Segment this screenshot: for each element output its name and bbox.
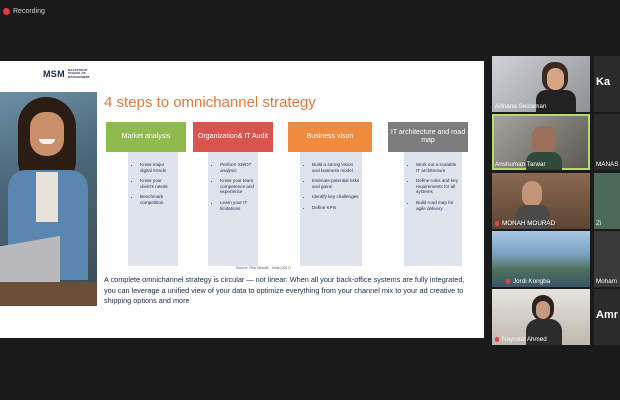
- step-item: • Know your client's needs: [140, 178, 176, 189]
- recording-indicator: [0, 4, 45, 18]
- mic-muted-icon: [495, 221, 499, 226]
- step-heading: IT architecture and road map: [388, 122, 468, 152]
- participant-tile-partial[interactable]: Moham: [594, 231, 620, 287]
- participant-tile[interactable]: [492, 173, 590, 229]
- participant-tile-partial[interactable]: Ka: [594, 56, 620, 112]
- logo-mark: MSM: [43, 69, 65, 80]
- step-heading: Business vison: [288, 122, 372, 152]
- slide-credit: Source: Piotr Wrzolik , Unity (2017): [236, 266, 291, 270]
- step-column-organization-it-audit: [193, 122, 273, 211]
- woman-with-laptop-photo: [0, 92, 97, 306]
- participant-name: MONAH MOURAD: [495, 220, 555, 227]
- recording-label: Recording: [13, 7, 45, 15]
- participant-tile-active-speaker[interactable]: [492, 114, 590, 170]
- step-item: • Define KPIs: [312, 205, 360, 211]
- step-item: • Identify key challenges: [312, 194, 360, 200]
- logo-line: MAASTRICHT: [67, 68, 88, 72]
- step-heading: Organization& IT Audit: [193, 122, 273, 152]
- step-body: [208, 148, 258, 266]
- participant-name: Jordi Kongba: [506, 278, 550, 285]
- step-body: [128, 148, 178, 266]
- step-column-it-architecture: [388, 122, 468, 211]
- mic-muted-icon: [495, 337, 499, 342]
- slide-title: 4 steps to omnichannel strategy: [104, 94, 316, 111]
- step-item: • Benchmark competition: [140, 194, 176, 205]
- slide-caption: A complete omnichannel strategy is circular — not linear: When all your back-office systems are fully integrated, you can leverage a unified view of your data to optimize everything from your channel mix to your ad creative to shipping options and more: [104, 275, 465, 305]
- participant-name: Adriana Seclaman: [495, 103, 547, 110]
- participant-tile-partial[interactable]: MANAS: [594, 114, 620, 170]
- step-body: [404, 148, 462, 266]
- step-item: • Work out a scalable IT architecture: [416, 162, 460, 173]
- logo-line: MANAGEMENT: [67, 74, 90, 79]
- participant-tile[interactable]: [492, 231, 590, 287]
- step-item: • Define roles and key requirements for all systems: [416, 178, 460, 195]
- shared-slide: [0, 61, 484, 338]
- recording-dot-icon: [3, 8, 10, 15]
- step-item: • Know your team competence and experience: [220, 178, 256, 195]
- step-item: • Learn your IT limitations: [220, 200, 256, 211]
- step-item: • Build road map for agile delivery: [416, 200, 460, 211]
- step-item: • Know major digital trends: [140, 162, 176, 173]
- participant-tile[interactable]: [492, 289, 590, 345]
- step-heading: Market analysis: [106, 122, 186, 152]
- participant-name: Anshuman Tarwar: [495, 161, 546, 168]
- logo-text: [68, 69, 90, 79]
- mic-muted-icon: [506, 279, 510, 284]
- logo-line: SCHOOL OF: [67, 71, 86, 76]
- participant-tile-partial[interactable]: Zi: [594, 173, 620, 229]
- step-column-business-vision: [288, 122, 372, 210]
- participant-name: Nayrouz Ahmed: [495, 336, 547, 343]
- step-item: • Perform SWOT analysis: [220, 162, 256, 173]
- participant-tile-partial[interactable]: Amr: [594, 289, 620, 345]
- step-item: • Estimate potential risks and gains: [312, 178, 360, 189]
- step-body: [300, 148, 362, 266]
- msm-logo: [43, 69, 90, 79]
- participant-tile[interactable]: [492, 56, 590, 112]
- step-column-market-analysis: [106, 122, 186, 205]
- step-item: • Build a strong vision and business model: [312, 162, 360, 173]
